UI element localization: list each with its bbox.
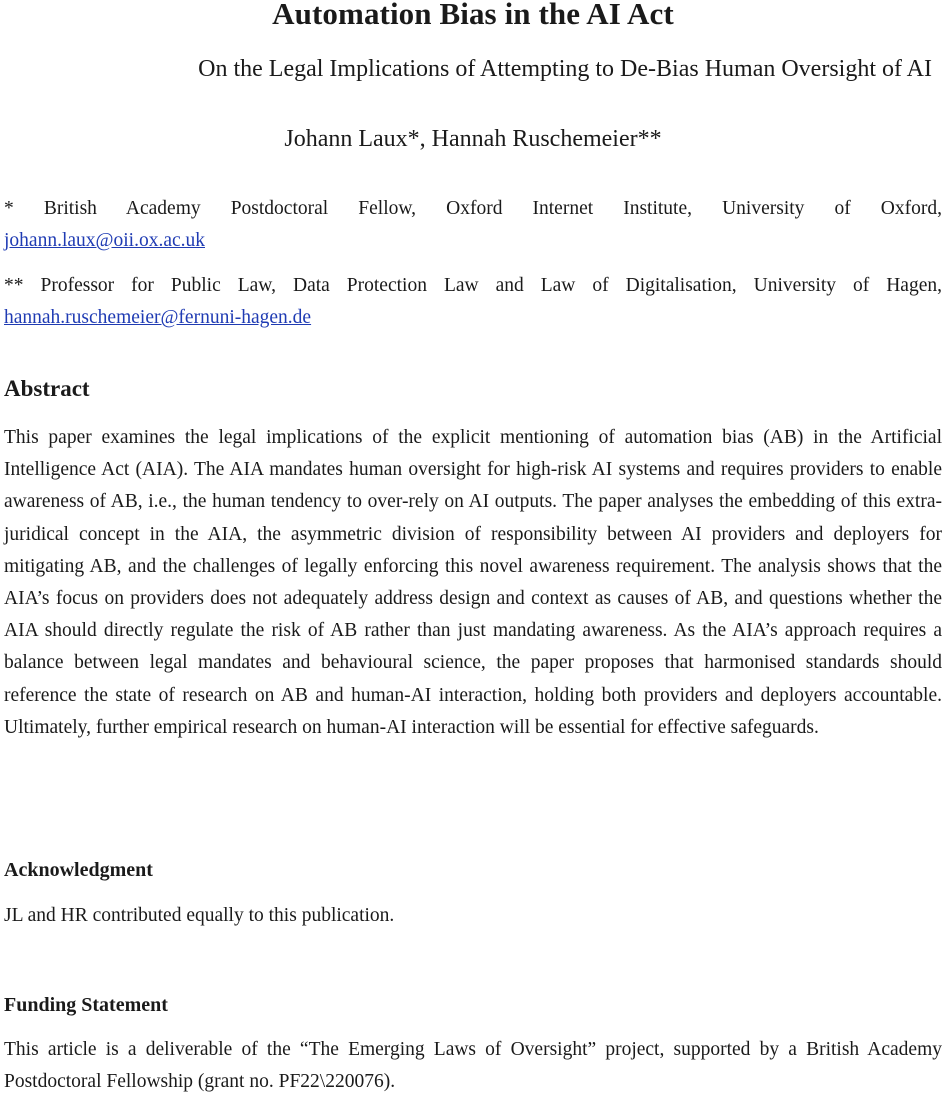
- affiliation-2: [4, 270, 942, 334]
- acknowledgment-heading: Acknowledgment: [4, 859, 153, 881]
- paper-subtitle: [4, 54, 942, 84]
- author-list: Johann Laux*, Hannah Ruschemeier**: [284, 126, 662, 152]
- affiliation-2-text: ** Professor for Public Law, Data Protection Law and Law of Digitalisation, University of Hagen,: [4, 275, 942, 296]
- acknowledgment-body: JL and HR contributed equally to this publication.: [4, 905, 395, 926]
- abstract-body: This paper examines the legal implications of the explicit mentioning of automation bias (AB) in the Artificial Intelligence Act (AIA). The AIA mandates human oversight for high-risk AI systems and requires providers to enable awareness of AB, i.e., the human tendency to over-rely on AI outputs. The paper analyses the embedding of this extra-juridical concept in the AIA, the asymmetric division of responsibility between AI providers and deployers for mitigating AB, and the challenges of legally enforcing this novel awareness requirement. The analysis shows that the AIA’s focus on providers does not adequately address design and context as causes of AB, and questions whether the AIA should directly regulate the risk of AB rather than just mandating awareness. As the AIA’s approach requires a balance between legal mandates and behavioural science, the paper proposes that harmonised standards should reference the state of research on AB and human-AI interaction, holding both providers and deployers accountable. Ultimately, further empirical research on human-AI interaction will be essential for effective safeguards.: [4, 427, 942, 738]
- abstract-heading: Abstract: [4, 376, 90, 401]
- affiliation-1-email-link[interactable]: johann.laux@oii.ox.ac.uk: [4, 230, 205, 251]
- funding-heading: Funding Statement: [4, 994, 168, 1016]
- affiliation-1: [4, 193, 942, 257]
- funding-body: This article is a deliverable of the “The Emerging Laws of Oversight” project, supported by a British Academy Postdoctoral Fellowship (grant no. PF22\220076).: [4, 1039, 942, 1093]
- affiliation-1-text: * British Academy Postdoctoral Fellow, Oxford Internet Institute, University of Oxford,: [4, 198, 942, 219]
- paper-subtitle-text: On the Legal Implications of Attempting to De-Bias Human Oversight of AI: [198, 56, 932, 82]
- affiliation-2-email-link[interactable]: hannah.ruschemeier@fernuni-hagen.de: [4, 307, 312, 328]
- paper-title: Automation Bias in the AI Act: [272, 0, 674, 31]
